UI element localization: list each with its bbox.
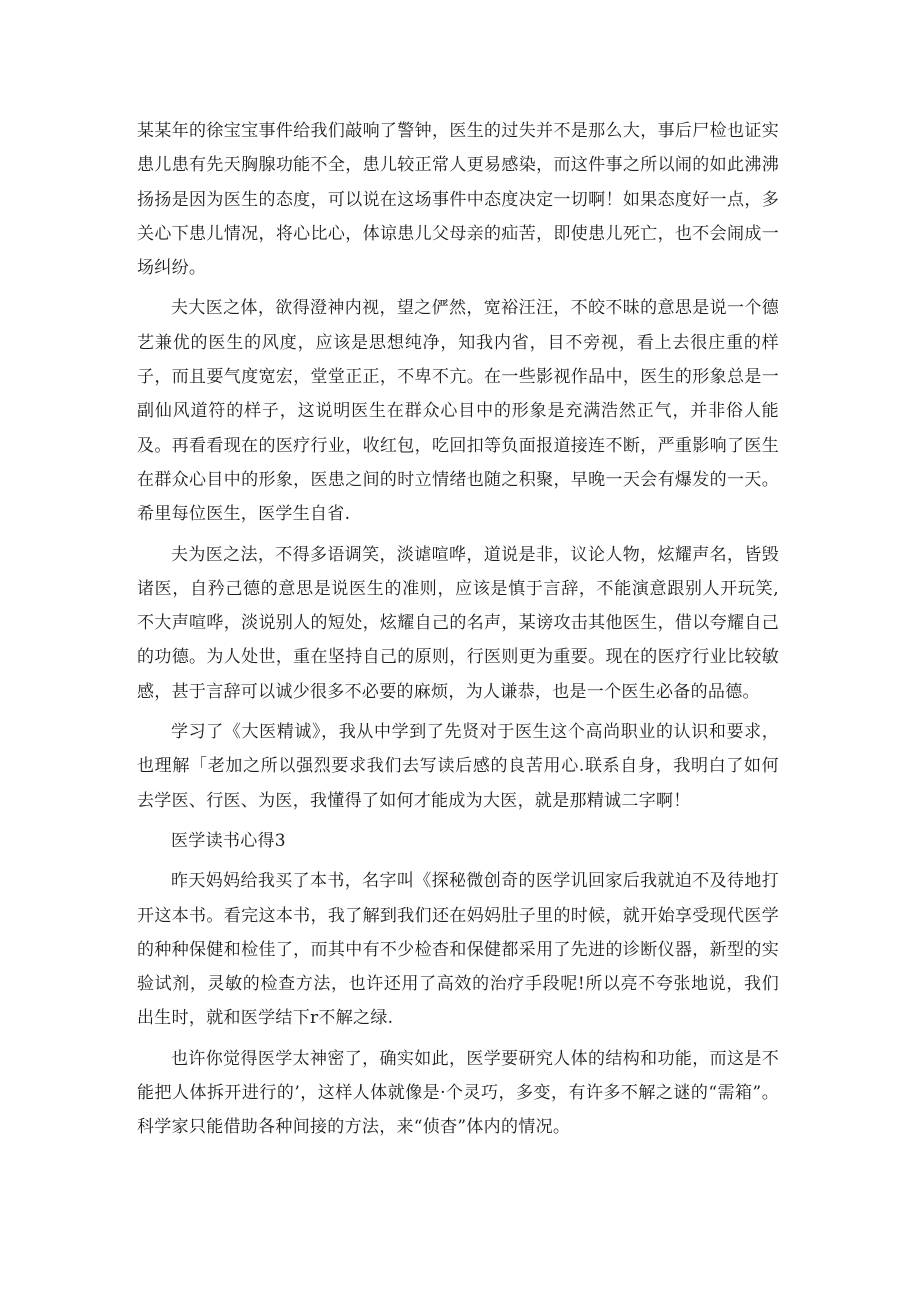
- paragraph-medicine-mystery: 也许你觉得医学太神密了，确实如此，医学要研究人体的结构和功能，而这是不能把人体拆开进行的’，这样人体就像是·个灵巧，多变，有许多不解之谜的“需箱”。科学家只能借助各种间接的方法，来“侦杳”体内的情况。: [137, 1048, 779, 1138]
- document-body: [137, 114, 779, 1151]
- section-heading: 医学读书心得3: [171, 830, 286, 851]
- paragraph-reading-reflection: 学习了《大医精诚》，我从中学到了先贤对于医生这个高尚职业的认识和要求，也理解「老加之所以强烈要求我们去写读后感的良苦用心.联系自身，我明白了如何去学医、行医、为医，我懂得了如何才能成为大医，就是那精诚二字啊！: [137, 722, 779, 811]
- paragraph-physician-conduct: 夫为医之法，不得多语调笑，淡谑喧哗，道说是非，议论人物，炫耀声名，皆毁诸医，自矜己德的意思是说医生的准则，应该是慎于言辞，不能演意跟别人开玩笑,不大声喧哗，淡说别人的短处，炫耀自己的名声，某谤攻击其他医生，借以夸耀自己的功德。为人处世，重在坚持自己的原则，行医则更为重要。现在的医疗行业比较敏感，甚于言辞可以诚少很多不必要的麻烦，为人谦恭，也是一个医生必备的品德。: [137, 544, 779, 702]
- paragraph-mom-bought-book: 昨天妈妈给我买了本书，名字叫《探秘微创奇的医学讥回家后我就迫不及待地打开这本书。看完这本书，我了解到我们还在妈妈肚子里的时候，就开始享受现代医学的种种保健和检佳了，而其中有不少检杳和保健都采用了先进的诊断仪器，新型的实验试剂，灵敏的检查方法，也许还用了高效的治疗手段呢!所以亮不夸张地说，我们出生时，就和医学结下r不解之绿.: [137, 871, 779, 1029]
- paragraph-great-physician-demeanor: 夫大医之体，欲得澄神内视，望之俨然，宽裕汪汪，不皎不昧的意思是说一个德艺兼优的医生的风度，应该是思想纯净，知我内省，目不旁视，看上去很庄重的样子，而且要气度宽宏，堂堂正正，不卑不亢。在一些影视作品中，医生的形象总是一副仙风道符的样子，这说明医生在群众心目中的形象是充满浩然正气，并非俗人能及。再看看现在的医疗行业，收红包，吃回扣等负面报道接连不断，严重影响了医生在群众心目中的形象，医患之间的时立情绪也随之积聚，早晚一天会有爆发的一天。希里每位医生，医学生自省.: [137, 298, 779, 525]
- paragraph-xu-baobao-incident: 某某年的徐宝宝事件给我们敲响了警钟，医生的过失并不是那么大，事后尸检也证实患儿患有先天胸腺功能不全，患儿较正常人更易感染，而这件事之所以闹的如此沸沸扬扬是因为医生的态度，可以说在这场事件中态度决定一切啊！如果态度好一点，多关心下患儿情况，将心比心，体谅患儿父母亲的疝苦，即使患儿死亡，也不会闹成一场纠纷。: [137, 121, 779, 279]
